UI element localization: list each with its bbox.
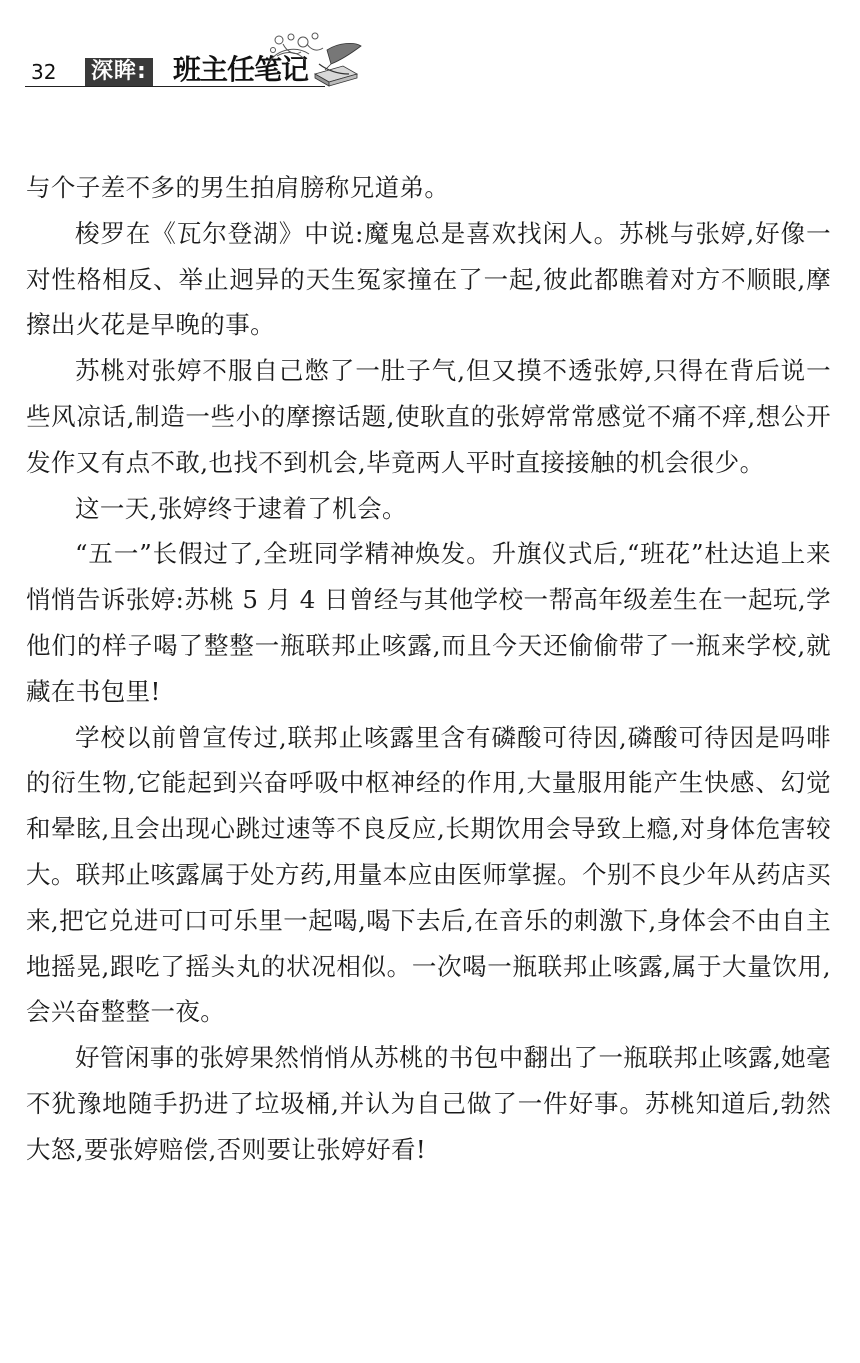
paragraph: 好管闲事的张婷果然悄悄从苏桃的书包中翻出了一瓶联邦止咳露,她毫不犹豫地随手扔进了垃圾桶,并认为自己做了一件好事。苏桃知道后,勃然大怒,要张婷赔偿,否则要让张婷好看! xyxy=(26,1043,831,1164)
column-tag: 深眸: xyxy=(85,58,153,86)
paragraph: 这一天,张婷终于逮着了机会。 xyxy=(75,493,407,523)
paragraph: 学校以前曾宣传过,联邦止咳露里含有磷酸可待因,磷酸可待因是吗啡的衍生物,它能起到兴奋呼吸中枢神经的作用,大量服用能产生快感、幻觉和晕眩,且会出现心跳过速等不良反应,长期饮用会导致上瘾,对身体危害较大。联邦止咳露属于处方药,用量本应由医师掌握。个别不良少年从药店买来,把它兑进可口可乐里一起喝,喝下去后,在音乐的刺激下,身体会不由自主地摇晃,跟吃了摇头丸的状况相似。一次喝一瓶联邦止咳露,属于大量饮用,会兴奋整整一夜。 xyxy=(26,722,831,1027)
paragraph: 苏桃对张婷不服自己憋了一肚子气,但又摸不透张婷,只得在背后说一些风凉话,制造一些小的摩擦话题,使耿直的张婷常常感觉不痛不痒,想公开发作又有点不敢,也找不到机会,毕竟两人平时直接接触的机会很少。 xyxy=(26,356,831,477)
paragraph: “五一”长假过了,全班同学精神焕发。升旗仪式后,“班花”杜达追上来悄悄告诉张婷:苏桃 5 月 4 日曾经与其他学校一帮高年级差生在一起玩,学他们的样子喝了整整一瓶联邦止咳露,而且今天还偷偷带了一瓶来学校,就藏在书包里! xyxy=(26,539,831,706)
paragraph: 梭罗在《瓦尔登湖》中说:魔鬼总是喜欢找闲人。苏桃与张婷,好像一对性格相反、举止迥异的天生冤家撞在了一起,彼此都瞧着对方不顺眼,摩擦出火花是早晚的事。 xyxy=(26,218,831,340)
page-number: 32 xyxy=(31,60,57,84)
article-body xyxy=(26,165,831,1173)
feather-book-ornament-icon xyxy=(257,30,367,92)
column-title: 班主任笔记 xyxy=(173,53,309,86)
running-header xyxy=(25,30,370,92)
paragraph: 与个子差不多的男生拍肩膀称兄道弟。 xyxy=(26,173,450,202)
